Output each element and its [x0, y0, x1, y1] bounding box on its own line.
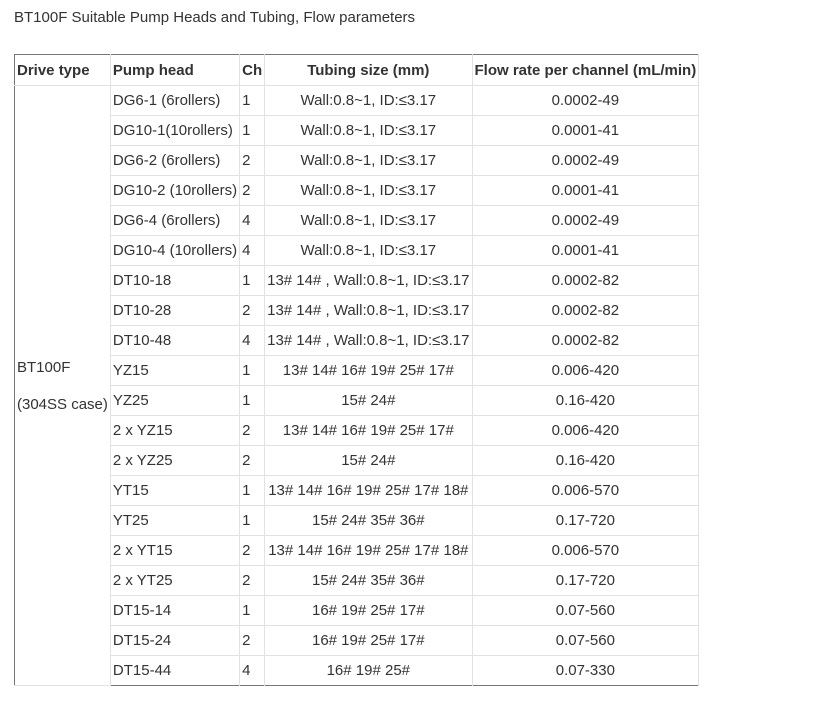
drive-type-model: BT100F	[17, 358, 71, 376]
table-row	[15, 356, 699, 386]
pump-head-cell: 2 x YT15	[110, 536, 239, 566]
tubing-size-cell: 16# 19# 25# 17#	[265, 596, 472, 626]
table-row	[15, 566, 699, 596]
pump-head-cell: YZ25	[110, 386, 239, 416]
drive-type-cell	[15, 86, 111, 686]
table-row	[15, 656, 699, 686]
table-row	[15, 596, 699, 626]
ch-cell: 1	[240, 476, 265, 506]
table-row	[15, 416, 699, 446]
table-body	[15, 86, 699, 686]
pump-head-cell: 2 x YZ25	[110, 446, 239, 476]
pump-head-cell: 2 x YT25	[110, 566, 239, 596]
header-ch: Ch	[240, 55, 265, 86]
flow-rate-cell: 0.16-420	[472, 446, 699, 476]
pump-head-cell: DG10-1(10rollers)	[110, 116, 239, 146]
tubing-size-cell: 13# 14# 16# 19# 25# 17#	[265, 416, 472, 446]
ch-cell: 4	[240, 326, 265, 356]
ch-cell: 2	[240, 176, 265, 206]
flow-rate-cell: 0.0001-41	[472, 116, 699, 146]
ch-cell: 1	[240, 596, 265, 626]
drive-type-case: (304SS case)	[17, 395, 108, 413]
tubing-size-cell: 13# 14# , Wall:0.8~1, ID:≤3.17	[265, 296, 472, 326]
table-row	[15, 536, 699, 566]
table-row	[15, 176, 699, 206]
flow-rate-cell: 0.0002-49	[472, 206, 699, 236]
ch-cell: 1	[240, 506, 265, 536]
ch-cell: 2	[240, 416, 265, 446]
table-row	[15, 386, 699, 416]
flow-rate-cell: 0.16-420	[472, 386, 699, 416]
pump-spec-table	[14, 54, 699, 686]
flow-rate-cell: 0.17-720	[472, 506, 699, 536]
table-row	[15, 506, 699, 536]
pump-head-cell: YZ15	[110, 356, 239, 386]
table-row	[15, 86, 699, 116]
flow-rate-cell: 0.0002-82	[472, 326, 699, 356]
pump-head-cell: DG6-4 (6rollers)	[110, 206, 239, 236]
table-row	[15, 296, 699, 326]
table-row	[15, 626, 699, 656]
tubing-size-cell: 16# 19# 25# 17#	[265, 626, 472, 656]
pump-head-cell: DT10-48	[110, 326, 239, 356]
flow-rate-cell: 0.006-420	[472, 416, 699, 446]
tubing-size-cell: 16# 19# 25#	[265, 656, 472, 686]
ch-cell: 1	[240, 266, 265, 296]
tubing-size-cell: 13# 14# , Wall:0.8~1, ID:≤3.17	[265, 326, 472, 356]
tubing-size-cell: 13# 14# 16# 19# 25# 17#	[265, 356, 472, 386]
tubing-size-cell: Wall:0.8~1, ID:≤3.17	[265, 116, 472, 146]
table-row	[15, 236, 699, 266]
pump-head-cell: DG10-4 (10rollers)	[110, 236, 239, 266]
tubing-size-cell: Wall:0.8~1, ID:≤3.17	[265, 146, 472, 176]
flow-rate-cell: 0.07-330	[472, 656, 699, 686]
ch-cell: 1	[240, 386, 265, 416]
header-pump-head: Pump head	[110, 55, 239, 86]
flow-rate-cell: 0.006-420	[472, 356, 699, 386]
tubing-size-cell: 15# 24#	[265, 446, 472, 476]
pump-head-cell: DG10-2 (10rollers)	[110, 176, 239, 206]
flow-rate-cell: 0.0002-82	[472, 266, 699, 296]
flow-rate-cell: 0.006-570	[472, 476, 699, 506]
table-header-row	[15, 55, 699, 86]
ch-cell: 4	[240, 656, 265, 686]
pump-head-cell: DT15-24	[110, 626, 239, 656]
flow-rate-cell: 0.0001-41	[472, 176, 699, 206]
ch-cell: 2	[240, 566, 265, 596]
ch-cell: 2	[240, 446, 265, 476]
tubing-size-cell: 15# 24#	[265, 386, 472, 416]
ch-cell: 1	[240, 86, 265, 116]
ch-cell: 2	[240, 626, 265, 656]
pump-head-cell: DT15-44	[110, 656, 239, 686]
tubing-size-cell: 15# 24# 35# 36#	[265, 566, 472, 596]
pump-head-cell: YT15	[110, 476, 239, 506]
tubing-size-cell: Wall:0.8~1, ID:≤3.17	[265, 86, 472, 116]
tubing-size-cell: 15# 24# 35# 36#	[265, 506, 472, 536]
ch-cell: 2	[240, 146, 265, 176]
header-flow-rate: Flow rate per channel (mL/min)	[472, 55, 699, 86]
tubing-size-cell: Wall:0.8~1, ID:≤3.17	[265, 176, 472, 206]
ch-cell: 1	[240, 116, 265, 146]
tubing-size-cell: 13# 14# , Wall:0.8~1, ID:≤3.17	[265, 266, 472, 296]
flow-rate-cell: 0.07-560	[472, 626, 699, 656]
ch-cell: 2	[240, 536, 265, 566]
pump-head-cell: DT10-18	[110, 266, 239, 296]
pump-head-cell: DG6-1 (6rollers)	[110, 86, 239, 116]
flow-rate-cell: 0.17-720	[472, 566, 699, 596]
flow-rate-cell: 0.0002-49	[472, 86, 699, 116]
table-row	[15, 206, 699, 236]
flow-rate-cell: 0.0002-49	[472, 146, 699, 176]
table-row	[15, 266, 699, 296]
tubing-size-cell: Wall:0.8~1, ID:≤3.17	[265, 206, 472, 236]
table-row	[15, 116, 699, 146]
pump-head-cell: DT10-28	[110, 296, 239, 326]
ch-cell: 1	[240, 356, 265, 386]
table-row	[15, 326, 699, 356]
tubing-size-cell: 13# 14# 16# 19# 25# 17# 18#	[265, 476, 472, 506]
table-row	[15, 476, 699, 506]
flow-rate-cell: 0.07-560	[472, 596, 699, 626]
table-row	[15, 446, 699, 476]
ch-cell: 2	[240, 296, 265, 326]
pump-head-cell: DT15-14	[110, 596, 239, 626]
tubing-size-cell: Wall:0.8~1, ID:≤3.17	[265, 236, 472, 266]
pump-head-cell: DG6-2 (6rollers)	[110, 146, 239, 176]
page-title: BT100F Suitable Pump Heads and Tubing, Flow parameters	[14, 9, 416, 26]
ch-cell: 4	[240, 206, 265, 236]
header-tubing-size: Tubing size (mm)	[265, 55, 472, 86]
pump-head-cell: 2 x YZ15	[110, 416, 239, 446]
flow-rate-cell: 0.0002-82	[472, 296, 699, 326]
table-row	[15, 146, 699, 176]
flow-rate-cell: 0.006-570	[472, 536, 699, 566]
flow-rate-cell: 0.0001-41	[472, 236, 699, 266]
header-drive-type: Drive type	[15, 55, 111, 86]
pump-head-cell: YT25	[110, 506, 239, 536]
tubing-size-cell: 13# 14# 16# 19# 25# 17# 18#	[265, 536, 472, 566]
ch-cell: 4	[240, 236, 265, 266]
